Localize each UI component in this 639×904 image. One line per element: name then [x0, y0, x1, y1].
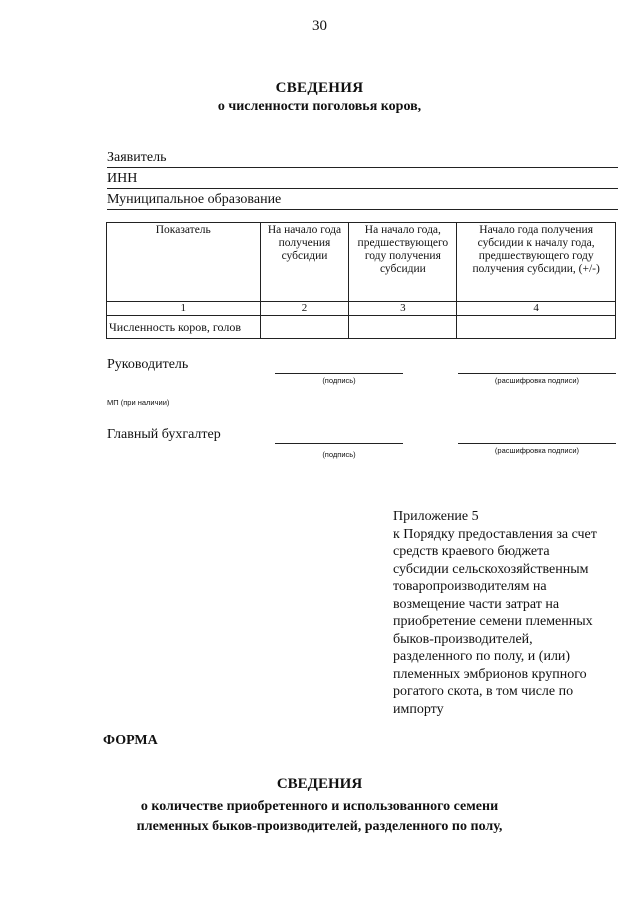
appendix-line: приобретение семени племенных [393, 614, 593, 629]
head-decoding-caption: (расшифровка подписи) [494, 376, 580, 385]
appendix-line: импорту [393, 701, 444, 717]
inn-field[interactable] [107, 170, 618, 189]
accountant-decoding-caption: (расшифровка подписи) [494, 446, 580, 455]
header-indicator: Показатель [107, 223, 261, 302]
cow-count-table [106, 222, 616, 339]
appendix-line: разделенного по полу, и (или) [393, 649, 571, 664]
table-header-row [107, 223, 616, 302]
column-number: 1 [107, 302, 261, 316]
inn-label: ИНН [107, 171, 138, 186]
column-number: 4 [457, 302, 616, 316]
municipality-field[interactable] [107, 191, 618, 210]
cell-previous-year[interactable] [349, 316, 457, 339]
appendix-line: субсидии сельскохозяйственным [393, 561, 589, 577]
section2-subtitle [0, 797, 639, 837]
appendix-line: возмещение части затрат на [393, 596, 560, 612]
page-number: 30 [312, 18, 327, 34]
section2-subtitle-line: о количестве приобретенного и использованного семени [140, 799, 499, 814]
appendix-line: товаропроизводителям на [393, 579, 547, 594]
header-difference: Начало года получения субсидии к началу года, предшествующего году получения субсидии, (+/-) [457, 223, 616, 302]
form-label: ФОРМА [103, 733, 158, 748]
appendix-line: к Порядку предоставления за счет [393, 526, 597, 542]
appendix-note [393, 508, 623, 718]
appendix-line: средств краевого бюджета [393, 544, 550, 559]
appendix-line: быков-производителей, [393, 631, 533, 647]
section1-title: СВЕДЕНИЯ [275, 80, 364, 96]
section2-title: СВЕДЕНИЯ [276, 776, 363, 792]
accountant-signature-line[interactable] [275, 443, 403, 444]
head-decoding-line[interactable] [458, 373, 616, 374]
head-signature-caption: (подпись) [322, 376, 356, 385]
appendix-line: рогатого скота, в том числе по [393, 684, 574, 699]
cell-difference[interactable] [457, 316, 616, 339]
applicant-label: Заявитель [107, 150, 167, 165]
table-row [107, 316, 616, 339]
appendix-line: племенных эмбрионов крупного [393, 666, 587, 682]
section2-subtitle-line: племенных быков-производителей, разделенного по полу, [136, 819, 503, 834]
cell-start-of-year[interactable] [260, 316, 349, 339]
section1-subtitle: о численности поголовья коров, [217, 99, 422, 114]
appendix-line: Приложение 5 [393, 509, 479, 524]
row-label-cow-count: Численность коров, голов [107, 316, 261, 339]
accountant-decoding-line[interactable] [458, 443, 616, 444]
column-number: 2 [260, 302, 349, 316]
header-start-of-year: На начало года получения субсидии [260, 223, 349, 302]
accountant-label: Главный бухгалтер [107, 427, 221, 442]
municipality-label: Муниципальное образование [107, 192, 282, 207]
head-label: Руководитель [107, 357, 189, 372]
stamp-note: МП (при наличии) [107, 398, 170, 407]
applicant-field[interactable] [107, 149, 618, 168]
head-signature-line[interactable] [275, 373, 403, 374]
column-number: 3 [349, 302, 457, 316]
accountant-signature-caption: (подпись) [322, 450, 356, 459]
table-column-numbers-row [107, 302, 616, 316]
header-previous-year: На начало года, предшествующего году получения субсидии [349, 223, 457, 302]
